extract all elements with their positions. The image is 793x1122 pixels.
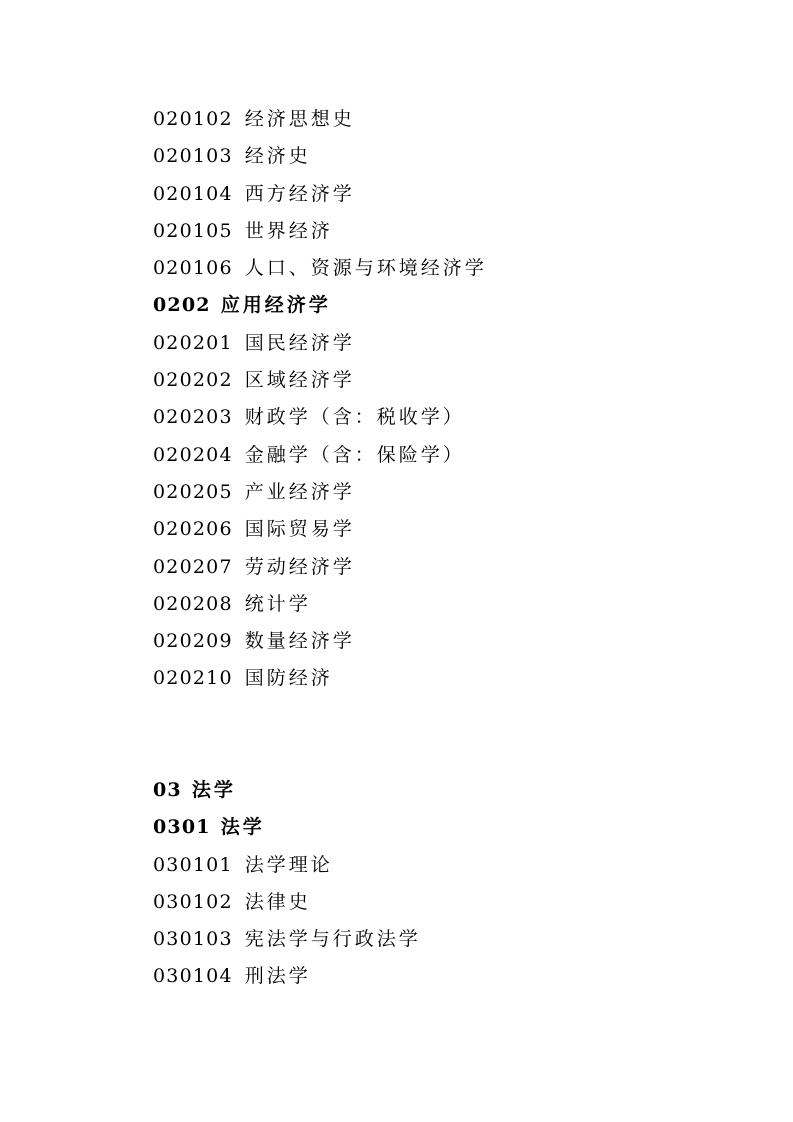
discipline-code: 020104 [153,182,233,205]
discipline-name: 国际贸易学 [244,518,355,541]
discipline-entry [153,250,487,287]
discipline-code: 030104 [153,965,233,988]
discipline-code: 020207 [153,555,233,578]
discipline-entry [153,549,487,586]
discipline-code: 020105 [153,219,233,242]
discipline-entry [153,586,487,623]
discipline-entry [153,474,487,511]
discipline-code: 030102 [153,890,233,913]
discipline-code: 030101 [153,853,233,876]
discipline-entry [153,362,487,399]
discipline-name: 国民经济学 [244,331,355,354]
discipline-name: 财政学（含：税收学） [244,406,465,429]
discipline-name: 统计学 [244,592,311,615]
discipline-entry [153,958,421,995]
discipline-name: 宪法学与行政法学 [244,928,421,951]
discipline-heading-name: 法学 [220,816,265,839]
discipline-entry [153,138,487,175]
discipline-entry [153,847,421,884]
discipline-heading-name: 法学 [191,779,236,801]
discipline-heading-code: 03 [153,779,182,801]
discipline-code: 020103 [153,145,233,168]
discipline-name: 区域经济学 [244,369,355,392]
discipline-entry [153,437,487,474]
discipline-code: 020205 [153,480,233,503]
discipline-entry [153,660,487,697]
discipline-list-law [153,772,421,996]
discipline-entry [153,101,487,138]
discipline-entry [153,399,487,436]
discipline-entry [153,325,487,362]
discipline-heading-code: 0202 [153,294,211,317]
discipline-name: 世界经济 [244,219,333,242]
discipline-heading [153,287,487,324]
discipline-code: 020204 [153,443,233,466]
discipline-code: 020203 [153,406,233,429]
discipline-heading-code: 0301 [153,816,211,839]
discipline-code: 020102 [153,108,233,130]
discipline-entry [153,511,487,548]
discipline-code: 020208 [153,592,233,615]
discipline-heading-name: 应用经济学 [220,294,331,317]
discipline-name: 法律史 [244,890,311,913]
discipline-name: 西方经济学 [244,182,355,205]
discipline-code: 020201 [153,331,233,354]
discipline-name: 法学理论 [244,853,333,876]
discipline-heading [153,772,421,809]
discipline-name: 数量经济学 [244,630,355,653]
discipline-entry [153,623,487,660]
discipline-name: 经济史 [244,145,311,168]
discipline-heading [153,809,421,846]
discipline-code: 020206 [153,518,233,541]
discipline-code: 020210 [153,667,233,690]
discipline-name: 产业经济学 [244,480,355,503]
discipline-entry [153,884,421,921]
discipline-name: 刑法学 [244,965,311,988]
discipline-name: 金融学（含：保险学） [244,443,465,466]
discipline-name: 人口、资源与环境经济学 [244,257,487,280]
discipline-name: 劳动经济学 [244,555,355,578]
discipline-name: 国防经济 [244,667,333,690]
discipline-entry [153,213,487,250]
discipline-name: 经济思想史 [244,108,355,130]
discipline-list-economics [153,101,487,698]
discipline-code: 030103 [153,928,233,951]
discipline-entry [153,176,487,213]
discipline-code: 020209 [153,630,233,653]
discipline-entry [153,921,421,958]
discipline-code: 020202 [153,369,233,392]
discipline-code: 020106 [153,257,233,280]
